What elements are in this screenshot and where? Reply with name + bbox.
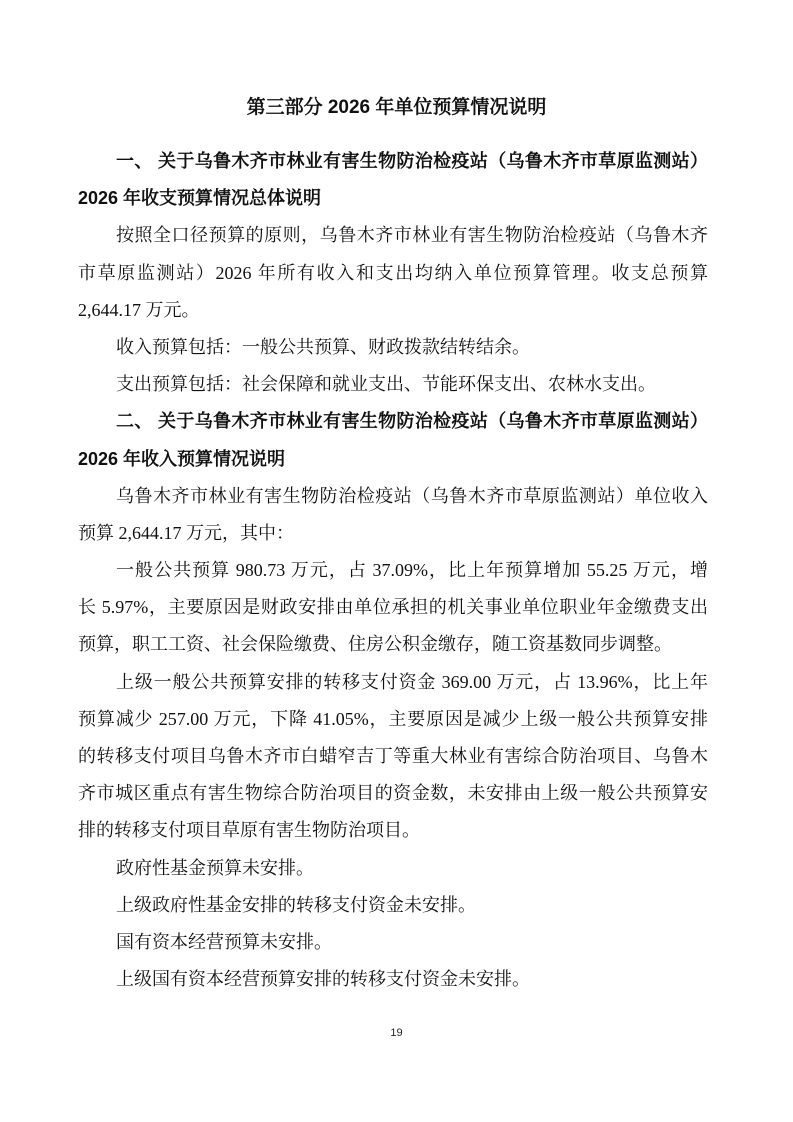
document-body xyxy=(78,143,708,998)
general-budget-line-2: 长 5.97%，主要原因是财政安排由单位承担的机关事业单位职业年金缴费支出 xyxy=(78,597,708,618)
page-title: 第三部分 2026 年单位预算情况说明 xyxy=(246,97,547,118)
section-1-heading-line-1: 一、 关于乌鲁木齐市林业有害生物防治检疫站（乌鲁木齐市草原监测站） xyxy=(116,151,708,171)
transfer-budget-line-1: 上级一般公共预算安排的转移支付资金 369.00 万元，占 13.96%，比上年 xyxy=(116,671,708,692)
general-budget-line-1: 一般公共预算 980.73 万元，占 37.09%，比上年预算增加 55.25 万元，增 xyxy=(116,560,708,581)
transfer-budget-line-3: 的转移支付项目乌鲁木齐市白蜡窄吉丁等重大林业有害综合防治项目、乌鲁木 xyxy=(78,746,708,766)
expense-scope-paragraph: 支出预算包括：社会保障和就业支出、节能环保支出、农林水支出。 xyxy=(116,374,656,395)
transfer-budget-line-2: 预算减少 257.00 万元，下降 41.05%，主要原因是减少上级一般公共预算安排 xyxy=(78,708,708,729)
overview-line-2: 市草原监测站）2026 年所有收入和支出均纳入单位预算管理。收支总预算 xyxy=(78,262,708,283)
page-number: 19 xyxy=(390,1027,403,1039)
income-total-line-2: 预算 2,644.17 万元，其中： xyxy=(78,522,294,543)
section-2-heading-line-2: 2026 年收入预算情况说明 xyxy=(78,448,286,469)
transfer-budget-line-5: 排的转移支付项目草原有害生物防治项目。 xyxy=(78,820,420,841)
fund-budget-paragraph: 政府性基金预算未安排。 xyxy=(116,857,314,878)
overview-line-3: 2,644.17 万元。 xyxy=(78,299,200,320)
general-budget-line-3: 预算，职工工资、社会保险缴费、住房公积金缴存，随工资基数同步调整。 xyxy=(78,634,672,655)
section-1-heading-line-2: 2026 年收支预算情况总体说明 xyxy=(78,188,322,209)
state-capital-budget-paragraph: 国有资本经营预算未安排。 xyxy=(116,931,332,952)
state-capital-transfer-paragraph: 上级国有资本经营预算安排的转移支付资金未安排。 xyxy=(116,969,530,990)
overview-line-1: 按照全口径预算的原则，乌鲁木齐市林业有害生物防治检疫站（乌鲁木齐 xyxy=(116,225,708,246)
transfer-budget-line-4: 齐市城区重点有害生物综合防治项目的资金数，未安排由上级一般公共预算安 xyxy=(78,783,708,804)
income-total-line-1: 乌鲁木齐市林业有害生物防治检疫站（乌鲁木齐市草原监测站）单位收入 xyxy=(116,485,708,506)
section-2-heading-line-1: 二、 关于乌鲁木齐市林业有害生物防治检疫站（乌鲁木齐市草原监测站） xyxy=(116,411,708,432)
income-scope-paragraph: 收入预算包括：一般公共预算、财政拨款结转结余。 xyxy=(116,336,530,357)
fund-transfer-paragraph: 上级政府性基金安排的转移支付资金未安排。 xyxy=(116,894,476,915)
